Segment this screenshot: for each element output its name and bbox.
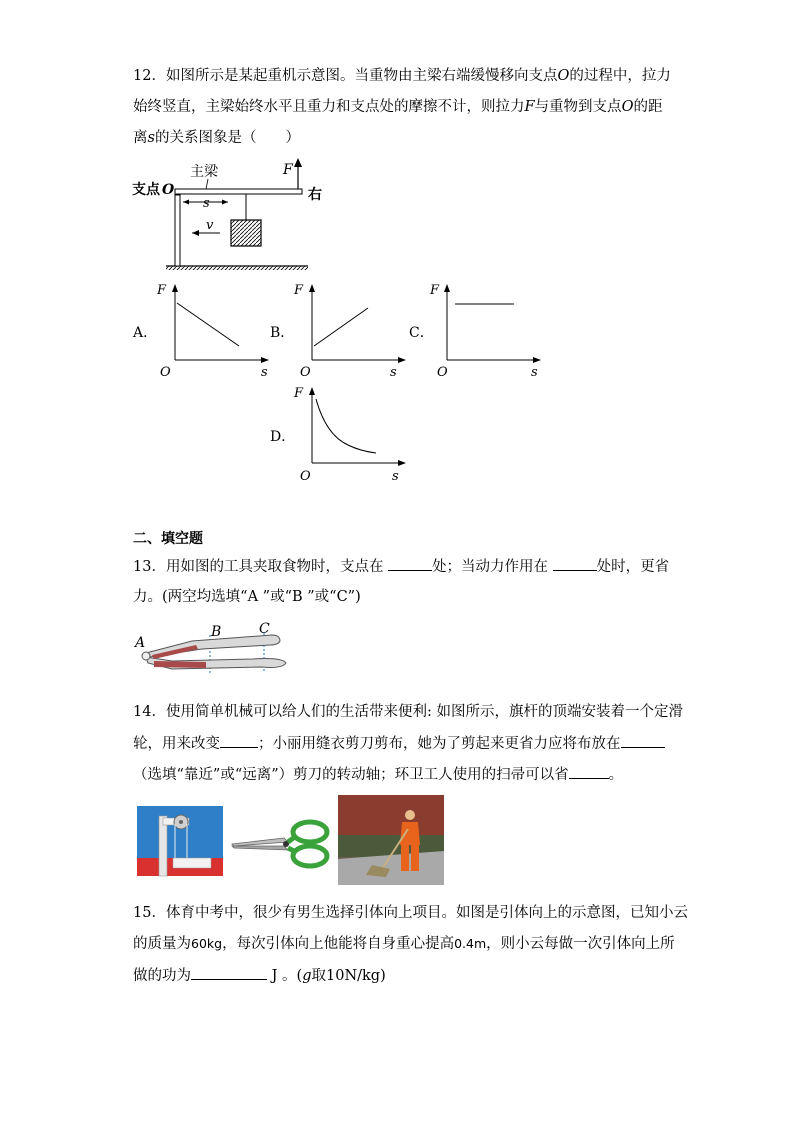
option-a[interactable]: A． F O s (133, 280, 273, 380)
s-arrow-left (183, 200, 189, 205)
foliage (338, 795, 444, 835)
graph-a-y-arrow (172, 284, 178, 292)
scissor-blade-lower (232, 846, 288, 850)
worker-leg-right (411, 845, 419, 871)
tongs-hinge (142, 652, 150, 660)
label-v: v (206, 218, 214, 233)
worker-body (400, 822, 420, 845)
worker-head (405, 810, 415, 820)
graph-c-s: s (531, 365, 538, 380)
q12-line-3: 离s的关系图象是（ ） (133, 130, 300, 146)
graph-b (292, 280, 412, 380)
force-arrow-head (294, 158, 302, 167)
q14-line-1: 14．使用简单机械可以给人们的生活带来便利: 如图所示，旗杆的顶端安装着一个定滑 (133, 704, 683, 720)
option-b[interactable]: B． F O s (270, 280, 410, 380)
scissor-handle-lower (293, 846, 327, 866)
q15-line-3: 做的功为 J 。(g取10N/kg) (133, 965, 386, 986)
s-arrow-right (222, 200, 228, 205)
graph-b-curve (314, 308, 368, 346)
beam-leader (206, 179, 208, 189)
flagpole-pulley-picture (137, 806, 223, 876)
graph-b-f: F (294, 283, 304, 298)
graph-a-x-arrow (261, 357, 269, 363)
tongs-handle-lower (154, 661, 206, 668)
q13-line-1: 13．用如图的工具夹取食物时，支点在 处；当动力作用在 处时，更省 (133, 556, 669, 577)
label-right: 右 (308, 187, 322, 203)
label-o: O (162, 182, 175, 198)
tongs-diagram (132, 617, 292, 673)
q14-line-2: 轮，用来改变 ；小丽用缝衣剪刀剪布，她为了剪起来更省力应将布放在 (133, 733, 665, 754)
graph-c (431, 280, 551, 380)
q13-blank-1[interactable] (388, 556, 432, 571)
graph-d-x-arrow (398, 460, 406, 466)
graph-c-o: O (437, 365, 448, 380)
graph-c-x-arrow (533, 357, 541, 363)
main-beam (175, 189, 302, 194)
worker-leg-left (401, 845, 409, 871)
graph-d-s: s (392, 469, 399, 484)
ground-hatch (166, 266, 308, 270)
label-pivot: 支点 (132, 182, 160, 198)
street-sweeper-picture (338, 795, 444, 885)
q13-line-2: 力。(两空均选填“A ”或“B ”或“C”) (133, 589, 361, 605)
q13-blank-2[interactable] (553, 556, 597, 571)
scissor-link-upper (288, 836, 296, 842)
graph-d-f: F (294, 386, 304, 401)
graph-a-curve (177, 303, 239, 346)
label-beam: 主梁 (190, 164, 218, 180)
graph-d-curve (316, 399, 376, 453)
option-c[interactable]: C． F O s (409, 280, 549, 380)
pulley-axle (179, 820, 183, 824)
scissors-picture (230, 818, 330, 870)
tongs-label-c: C (259, 621, 270, 637)
graph-d-o: O (300, 469, 311, 484)
q12-line-2: 始终竖直，主梁始终水平且重力和支点处的摩擦不计，则拉力F与重物到支点O的距 (133, 99, 663, 115)
weight-block (231, 220, 261, 246)
tongs-label-b: B (211, 624, 222, 640)
graph-b-y-arrow (309, 284, 315, 292)
q14-blank-2[interactable] (621, 733, 665, 748)
tongs-label-a: A (135, 635, 146, 651)
graph-b-x-arrow (398, 357, 406, 363)
q15-blank-1[interactable] (191, 965, 267, 980)
graph-a-s: s (261, 365, 268, 380)
q12-line-1: 12．如图所示是某起重机示意图。当重物由主梁右端缓慢移向支点O的过程中，拉力 (133, 68, 671, 84)
scissor-handle-upper (293, 822, 327, 842)
graph-a (155, 280, 275, 380)
base (173, 858, 211, 868)
q15-line-2: 的质量为60kg，每次引体向上他能将自身重心提高0.4m，则小云每做一次引体向上所 (133, 936, 675, 952)
label-f: F (283, 162, 293, 178)
graph-c-f: F (430, 283, 440, 298)
velocity-arrow-head (192, 230, 199, 236)
graph-a-f: F (157, 283, 167, 298)
crane-diagram (128, 155, 328, 275)
crane-post (175, 195, 180, 266)
graph-d (292, 383, 412, 483)
q14-line-3: （选填“靠近”或“远离”）剪刀的转动轴；环卫工人使用的扫帚可以省 。 (133, 764, 623, 785)
graph-c-y-arrow (444, 284, 450, 292)
scissor-blade-upper (232, 838, 288, 846)
section-title: 二、填空题 (133, 531, 203, 547)
option-d[interactable]: D． F O s (270, 383, 410, 483)
label-s: s (203, 196, 210, 211)
q15-line-1: 15．体育中考中，很少有男生选择引体向上项目。如图是引体向上的示意图，已知小云 (133, 905, 688, 921)
q14-blank-1[interactable] (220, 733, 258, 748)
q14-blank-3[interactable] (569, 764, 609, 779)
graph-b-s: s (390, 365, 397, 380)
graph-b-o: O (300, 365, 311, 380)
graph-d-y-arrow (309, 387, 315, 395)
graph-a-o: O (160, 365, 171, 380)
